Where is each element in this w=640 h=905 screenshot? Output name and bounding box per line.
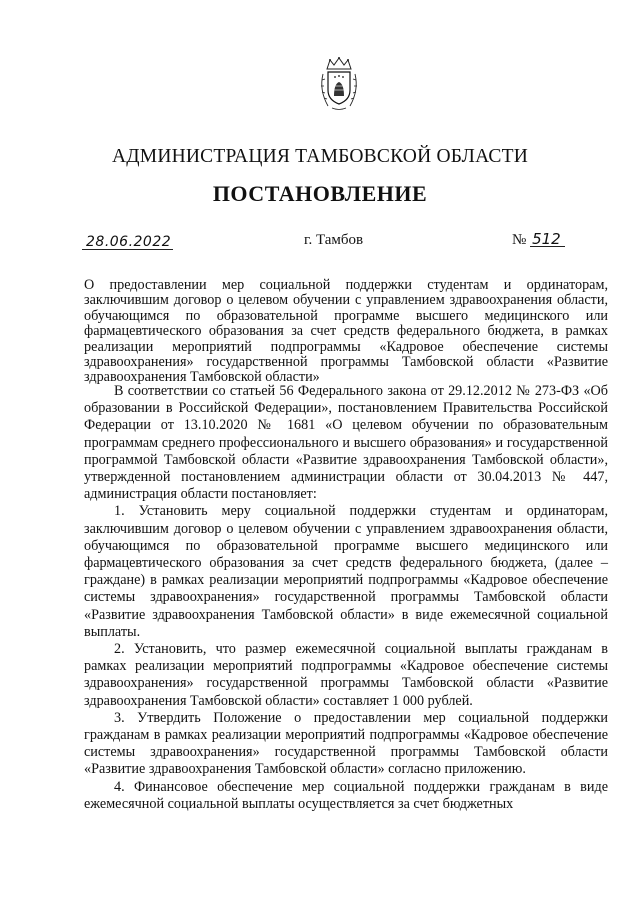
- document-body: [84, 383, 608, 813]
- document-city: г. Тамбов: [304, 232, 364, 248]
- item-paragraph-2: 2. Установить, что размер ежемесячной социальной выплаты гражданам в рамках реализации мероприятий подпрограммы «Кадровое обеспечение системы здравоохранения» государственной программы Тамбовской области «Развитие здравоохранения Тамбовской области» составляет 1 000 рублей.: [84, 641, 608, 709]
- item-paragraph-1: 1. Установить меру социальной поддержки студентам и ординаторам, заключившим договор о целевом обучении с управлением здравоохранения области, обучающимся по образовательной программе высшего медицинского или фармацевтического образования за счет средств федерального бюджета, (далее – граждане) в рамках реализации мероприятий подпрограммы «Кадровое обеспечение системы здравоохранения» государственной программы Тамбовской области «Развитие здравоохранения Тамбовской области» в виде ежемесячной социальной выплаты.: [84, 503, 608, 640]
- tambov-coat-of-arms-icon: [316, 56, 362, 112]
- document-date: 28.06.2022: [86, 234, 172, 250]
- item-paragraph-3: 3. Утвердить Положение о предоставлении мер социальной поддержки гражданам в рамках реализации мероприятий подпрограммы «Кадровое обеспечение системы здравоохранения» государственной программы Тамбовской области «Развитие здравоохранения Тамбовской области» согласно приложению.: [84, 709, 608, 778]
- preamble-paragraph: В соответствии со статьей 56 Федерального закона от 29.12.2012 № 273-ФЗ «Об образовании в Российской Федерации», постановлением Правительства Российской Федерации от 13.10.2020 № 1681 «О целевом обучении по образовательным программам среднего профессионального и высшего образования» и государственной программой Тамбовской области «Развитие здравоохранения Тамбовской области», утвержденной постановлением администрации области от 30.04.2013 № 447, администрация области постановляет:: [84, 383, 608, 503]
- document-type: ПОСТАНОВЛЕНИЕ: [212, 181, 428, 206]
- organization-name: АДМИНИСТРАЦИЯ ТАМБОВСКОЙ ОБЛАСТИ: [112, 146, 528, 167]
- document-title: О предоставлении мер социальной поддержки студентам и ординаторам, заключившим договор о целевом обучении с управлением здравоохранения области, обучающимся по образовательной программе высшего медицинского или фармацевтического образования за счет средств федерального бюджета, в рамках реализации мероприятий подпрограммы «Кадровое обеспечение системы здравоохранения» государственной программы Тамбовской области «Развитие здравоохранения Тамбовской области»: [84, 277, 608, 386]
- item-paragraph-4: 4. Финансовое обеспечение мер социальной поддержки гражданам в виде ежемесячной социальной выплаты осуществляется за счет бюджетных: [84, 778, 608, 812]
- document-number: [512, 230, 561, 249]
- number-value: 512: [532, 230, 561, 248]
- number-prefix: №: [512, 232, 527, 248]
